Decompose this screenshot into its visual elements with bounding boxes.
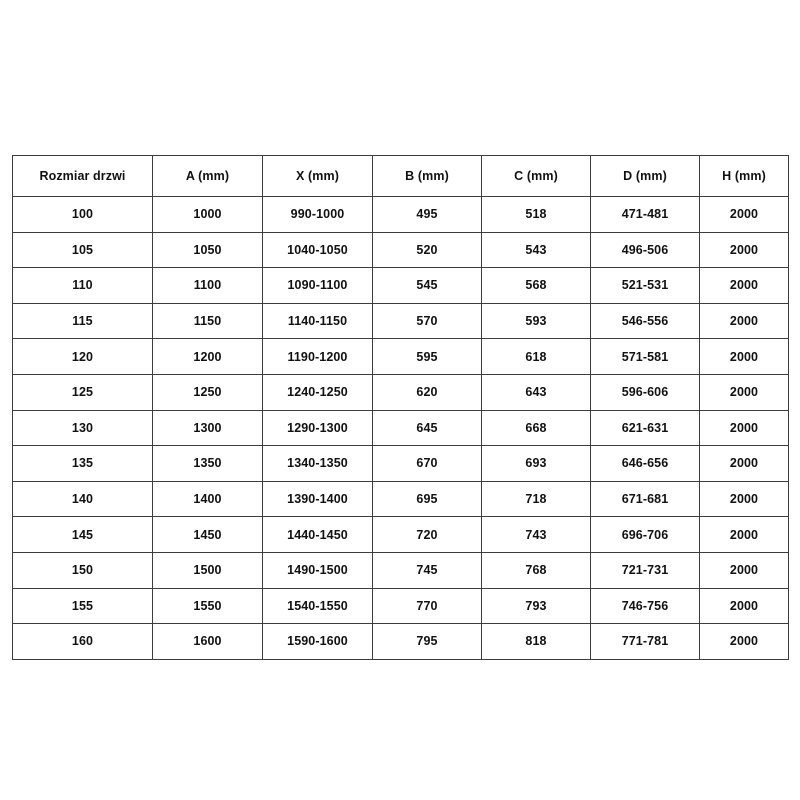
cell-d: 771-781 bbox=[591, 624, 700, 660]
cell-b: 670 bbox=[373, 446, 482, 482]
cell-c: 818 bbox=[482, 624, 591, 660]
size-table-container bbox=[12, 155, 788, 660]
cell-door-size: 125 bbox=[13, 374, 153, 410]
cell-c: 793 bbox=[482, 588, 591, 624]
cell-b: 570 bbox=[373, 303, 482, 339]
cell-b: 545 bbox=[373, 268, 482, 304]
column-header-c: C (mm) bbox=[482, 156, 591, 197]
cell-c: 568 bbox=[482, 268, 591, 304]
cell-a: 1100 bbox=[153, 268, 263, 304]
cell-c: 743 bbox=[482, 517, 591, 553]
column-header-b: B (mm) bbox=[373, 156, 482, 197]
cell-x: 1140-1150 bbox=[263, 303, 373, 339]
cell-c: 543 bbox=[482, 232, 591, 268]
cell-a: 1250 bbox=[153, 374, 263, 410]
cell-x: 1540-1550 bbox=[263, 588, 373, 624]
cell-h: 2000 bbox=[700, 374, 789, 410]
table-row bbox=[13, 374, 789, 410]
cell-h: 2000 bbox=[700, 410, 789, 446]
cell-b: 795 bbox=[373, 624, 482, 660]
table-body bbox=[13, 197, 789, 660]
cell-door-size: 105 bbox=[13, 232, 153, 268]
cell-b: 495 bbox=[373, 197, 482, 233]
cell-x: 1040-1050 bbox=[263, 232, 373, 268]
column-header-door-size: Rozmiar drzwi bbox=[13, 156, 153, 197]
cell-d: 546-556 bbox=[591, 303, 700, 339]
column-header-d: D (mm) bbox=[591, 156, 700, 197]
cell-a: 1450 bbox=[153, 517, 263, 553]
column-header-h: H (mm) bbox=[700, 156, 789, 197]
cell-h: 2000 bbox=[700, 552, 789, 588]
table-row bbox=[13, 624, 789, 660]
cell-b: 595 bbox=[373, 339, 482, 375]
cell-h: 2000 bbox=[700, 339, 789, 375]
cell-c: 768 bbox=[482, 552, 591, 588]
cell-d: 471-481 bbox=[591, 197, 700, 233]
cell-x: 1490-1500 bbox=[263, 552, 373, 588]
cell-x: 1440-1450 bbox=[263, 517, 373, 553]
cell-door-size: 120 bbox=[13, 339, 153, 375]
cell-a: 1550 bbox=[153, 588, 263, 624]
cell-b: 645 bbox=[373, 410, 482, 446]
cell-b: 720 bbox=[373, 517, 482, 553]
cell-d: 671-681 bbox=[591, 481, 700, 517]
cell-h: 2000 bbox=[700, 588, 789, 624]
column-header-x: X (mm) bbox=[263, 156, 373, 197]
cell-door-size: 145 bbox=[13, 517, 153, 553]
cell-door-size: 140 bbox=[13, 481, 153, 517]
table-row bbox=[13, 268, 789, 304]
table-row bbox=[13, 197, 789, 233]
cell-d: 521-531 bbox=[591, 268, 700, 304]
table-row bbox=[13, 303, 789, 339]
cell-a: 1350 bbox=[153, 446, 263, 482]
table-row bbox=[13, 410, 789, 446]
cell-h: 2000 bbox=[700, 517, 789, 553]
cell-d: 646-656 bbox=[591, 446, 700, 482]
cell-x: 1590-1600 bbox=[263, 624, 373, 660]
cell-d: 746-756 bbox=[591, 588, 700, 624]
cell-b: 620 bbox=[373, 374, 482, 410]
cell-c: 643 bbox=[482, 374, 591, 410]
cell-door-size: 155 bbox=[13, 588, 153, 624]
cell-a: 1000 bbox=[153, 197, 263, 233]
cell-door-size: 115 bbox=[13, 303, 153, 339]
cell-c: 668 bbox=[482, 410, 591, 446]
cell-d: 696-706 bbox=[591, 517, 700, 553]
cell-a: 1600 bbox=[153, 624, 263, 660]
cell-h: 2000 bbox=[700, 624, 789, 660]
cell-h: 2000 bbox=[700, 303, 789, 339]
table-row bbox=[13, 552, 789, 588]
cell-c: 693 bbox=[482, 446, 591, 482]
table-row bbox=[13, 446, 789, 482]
cell-a: 1200 bbox=[153, 339, 263, 375]
cell-d: 596-606 bbox=[591, 374, 700, 410]
cell-h: 2000 bbox=[700, 232, 789, 268]
cell-c: 593 bbox=[482, 303, 591, 339]
cell-x: 1240-1250 bbox=[263, 374, 373, 410]
column-header-a: A (mm) bbox=[153, 156, 263, 197]
cell-c: 518 bbox=[482, 197, 591, 233]
table-header-row bbox=[13, 156, 789, 197]
cell-door-size: 100 bbox=[13, 197, 153, 233]
cell-door-size: 130 bbox=[13, 410, 153, 446]
table-row bbox=[13, 339, 789, 375]
cell-door-size: 160 bbox=[13, 624, 153, 660]
cell-x: 1290-1300 bbox=[263, 410, 373, 446]
cell-d: 571-581 bbox=[591, 339, 700, 375]
cell-h: 2000 bbox=[700, 446, 789, 482]
cell-d: 621-631 bbox=[591, 410, 700, 446]
table-row bbox=[13, 588, 789, 624]
cell-d: 496-506 bbox=[591, 232, 700, 268]
cell-c: 718 bbox=[482, 481, 591, 517]
cell-h: 2000 bbox=[700, 268, 789, 304]
cell-door-size: 110 bbox=[13, 268, 153, 304]
cell-x: 1090-1100 bbox=[263, 268, 373, 304]
cell-b: 745 bbox=[373, 552, 482, 588]
cell-a: 1500 bbox=[153, 552, 263, 588]
cell-a: 1400 bbox=[153, 481, 263, 517]
cell-h: 2000 bbox=[700, 481, 789, 517]
cell-b: 520 bbox=[373, 232, 482, 268]
table-row bbox=[13, 517, 789, 553]
cell-door-size: 135 bbox=[13, 446, 153, 482]
cell-b: 695 bbox=[373, 481, 482, 517]
cell-h: 2000 bbox=[700, 197, 789, 233]
cell-x: 990-1000 bbox=[263, 197, 373, 233]
table-header bbox=[13, 156, 789, 197]
cell-x: 1390-1400 bbox=[263, 481, 373, 517]
cell-a: 1300 bbox=[153, 410, 263, 446]
table-row bbox=[13, 481, 789, 517]
cell-x: 1190-1200 bbox=[263, 339, 373, 375]
cell-b: 770 bbox=[373, 588, 482, 624]
door-size-table bbox=[12, 155, 789, 660]
cell-d: 721-731 bbox=[591, 552, 700, 588]
cell-x: 1340-1350 bbox=[263, 446, 373, 482]
cell-a: 1150 bbox=[153, 303, 263, 339]
table-row bbox=[13, 232, 789, 268]
cell-door-size: 150 bbox=[13, 552, 153, 588]
cell-a: 1050 bbox=[153, 232, 263, 268]
cell-c: 618 bbox=[482, 339, 591, 375]
